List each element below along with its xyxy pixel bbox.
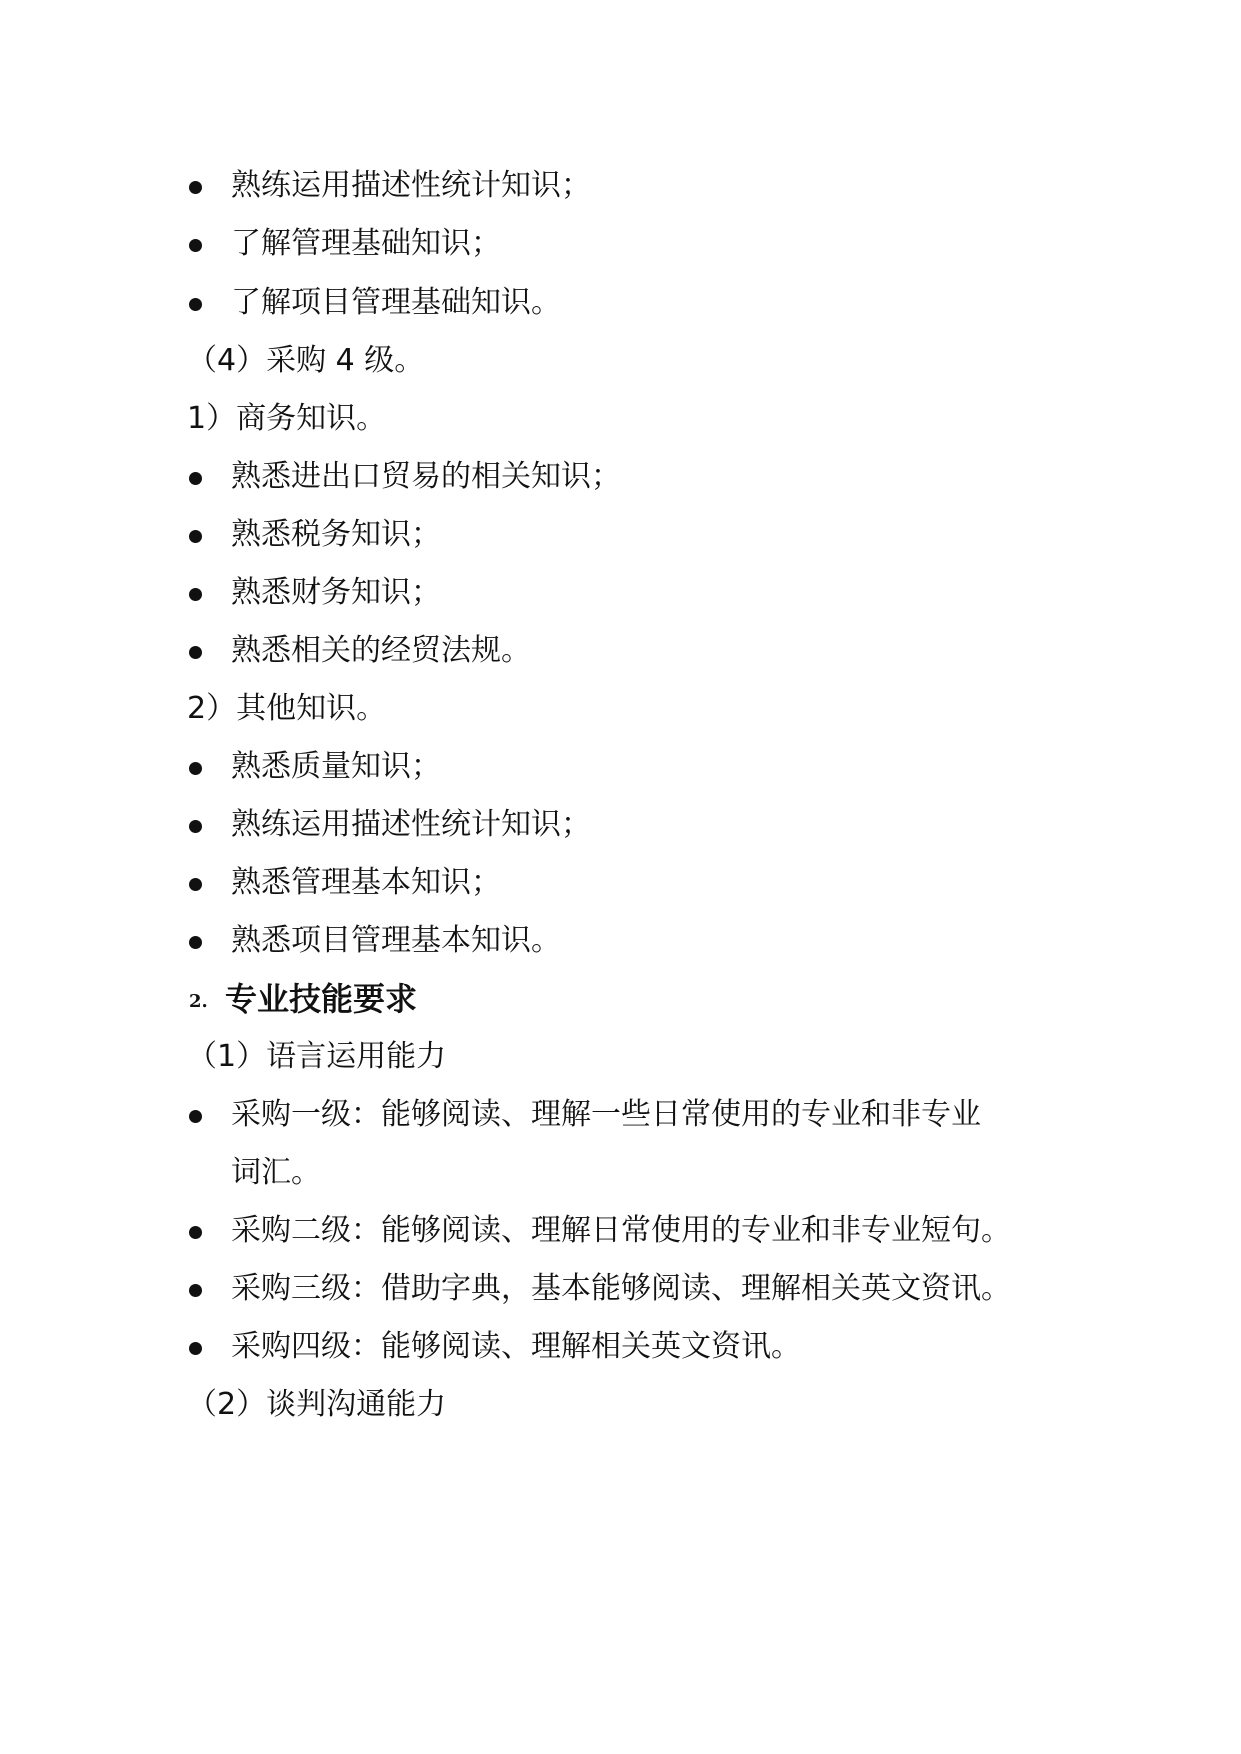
bullet-dot — [189, 588, 202, 601]
list-item — [0, 792, 1241, 858]
list-item-text: 熟悉质量知识； — [231, 749, 441, 784]
list-item-continuation — [0, 1140, 1241, 1206]
bullet-dot — [189, 472, 202, 485]
list-item-text: 了解管理基础知识； — [231, 226, 501, 261]
list-item-text: 了解项目管理基础知识。 — [231, 285, 561, 320]
section-subheading — [0, 386, 1241, 452]
list-item-text: 熟练运用描述性统计知识； — [231, 807, 591, 842]
list-item — [0, 1314, 1241, 1380]
list-item-text: 采购四级：能够阅读、理解相关英文资讯。 — [231, 1329, 801, 1364]
subheading-text: 2）其他知识。 — [187, 691, 387, 726]
list-item-text: 熟悉税务知识； — [231, 517, 441, 552]
list-item — [0, 153, 1241, 219]
list-item — [0, 908, 1241, 974]
list-item — [0, 270, 1241, 336]
section-subheading — [0, 676, 1241, 742]
list-item — [0, 1256, 1241, 1322]
section-subheading — [0, 328, 1241, 394]
list-item — [0, 211, 1241, 277]
bullet-dot — [189, 239, 202, 252]
list-item — [0, 1198, 1241, 1264]
list-item-text: 词汇。 — [231, 1155, 321, 1190]
subheading-text: 1）商务知识。 — [187, 401, 387, 436]
list-item-text: 熟悉相关的经贸法规。 — [231, 633, 531, 668]
list-item-text: 熟练运用描述性统计知识； — [231, 168, 591, 203]
bullet-dot — [189, 1226, 202, 1239]
list-item-text: 熟悉财务知识； — [231, 575, 441, 610]
bullet-dot — [189, 820, 202, 833]
bullet-dot — [189, 1342, 202, 1355]
bullet-dot — [189, 878, 202, 891]
list-item — [0, 444, 1241, 510]
list-item-text: 熟悉项目管理基本知识。 — [231, 923, 561, 958]
bullet-dot — [189, 936, 202, 949]
bullet-dot — [189, 298, 202, 311]
section-subheading — [0, 1024, 1241, 1090]
bullet-dot — [189, 181, 202, 194]
section-heading — [0, 966, 1241, 1032]
list-item-text: 采购二级：能够阅读、理解日常使用的专业和非专业短句。 — [231, 1213, 1011, 1248]
subheading-text: （4）采购 4 级。 — [187, 343, 425, 378]
heading-number: 2. — [189, 991, 208, 1012]
bullet-dot — [189, 1284, 202, 1297]
list-item — [0, 560, 1241, 626]
bullet-dot — [189, 762, 202, 775]
bullet-dot — [189, 1110, 202, 1123]
list-item — [0, 1082, 1241, 1148]
subheading-text: （2）谈判沟通能力 — [187, 1387, 447, 1422]
list-item — [0, 502, 1241, 568]
list-item-text: 采购一级：能够阅读、理解一些日常使用的专业和非专业 — [231, 1097, 981, 1132]
list-item — [0, 618, 1241, 684]
bullet-dot — [189, 646, 202, 659]
list-item — [0, 734, 1241, 800]
list-item — [0, 850, 1241, 916]
list-item-text: 熟悉管理基本知识； — [231, 865, 501, 900]
bullet-dot — [189, 530, 202, 543]
subheading-text: （1）语言运用能力 — [187, 1039, 447, 1074]
section-subheading — [0, 1372, 1241, 1438]
heading-text: 专业技能要求 — [225, 980, 418, 1018]
list-item-text: 采购三级：借助字典，基本能够阅读、理解相关英文资讯。 — [231, 1271, 1011, 1306]
list-item-text: 熟悉进出口贸易的相关知识； — [231, 459, 621, 494]
